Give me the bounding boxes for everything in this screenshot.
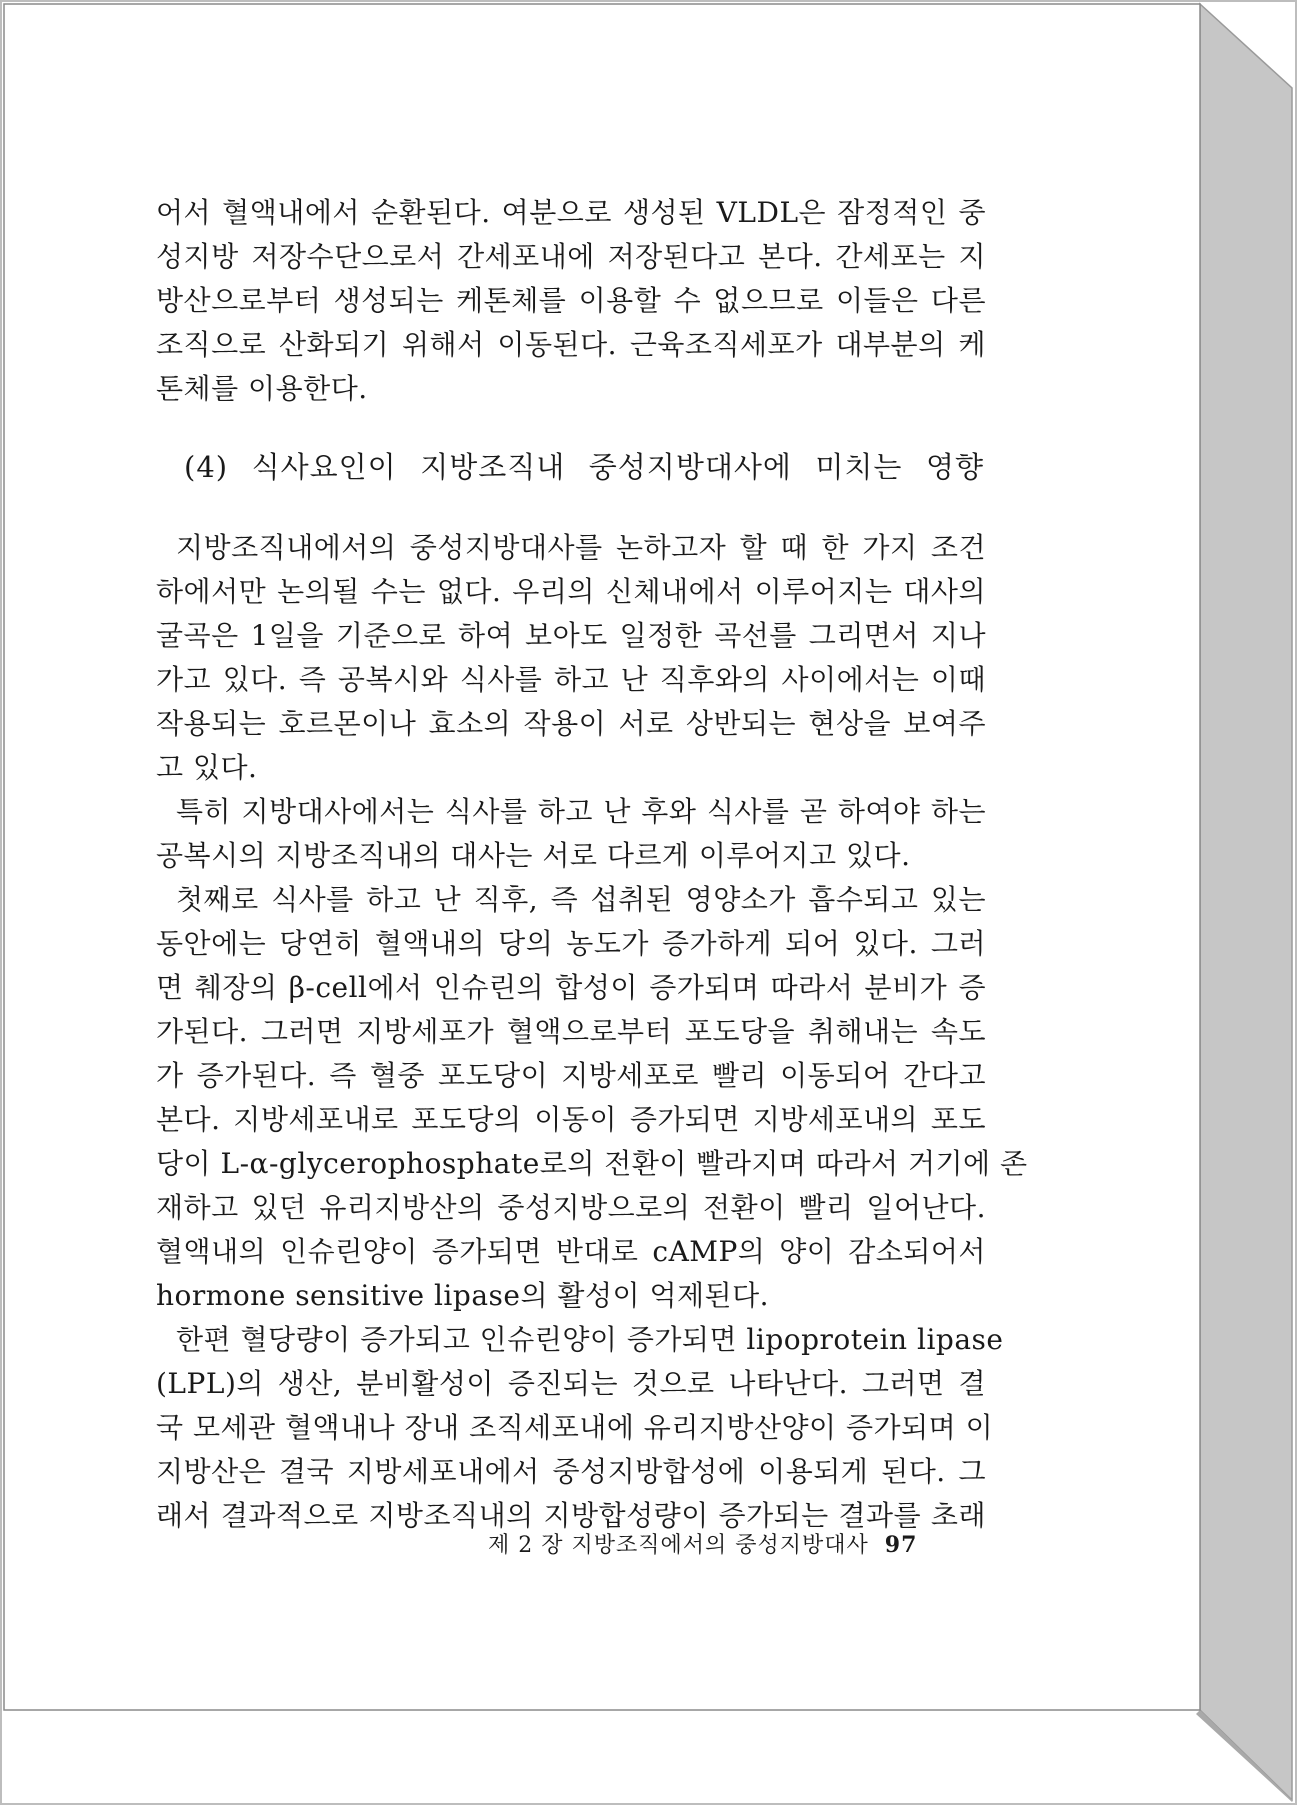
text-line: (LPL)의 생산, 분비활성이 증진되는 것으로 나타난다. 그러면 결	[156, 1367, 986, 1400]
text-line: 하에서만 논의될 수는 없다. 우리의 신체내에서 이루어지는 대사의	[156, 575, 986, 608]
text-line: 고 있다.	[156, 751, 258, 784]
text-line: 특히 지방대사에서는 식사를 하고 난 후와 식사를 곧 하여야 하는	[176, 795, 986, 828]
text-line: 어서 혈액내에서 순환된다. 여분으로 생성된 VLDL은 잠정적인 중	[156, 196, 986, 229]
text-line: 동안에는 당연히 혈액내의 당의 농도가 증가하게 되어 있다. 그러	[156, 927, 986, 960]
text-line: 가고 있다. 즉 공복시와 식사를 하고 난 직후와의 사이에서는 이때	[156, 663, 986, 696]
text-line: 재하고 있던 유리지방산의 중성지방으로의 전환이 빨리 일어난다.	[156, 1191, 986, 1224]
text-line: 방산으로부터 생성되는 케톤체를 이용할 수 없으므로 이들은 다른	[156, 284, 986, 317]
text-line: 지방조직내에서의 중성지방대사를 논하고자 할 때 한 가지 조건	[176, 531, 986, 564]
section-heading: (4) 식사요인이 지방조직내 중성지방대사에 미치는 영향	[184, 450, 984, 484]
text-line: 국 모세관 혈액내나 장내 조직세포내에 유리지방산양이 증가되며 이	[156, 1411, 994, 1444]
text-line: hormone sensitive lipase의 활성이 억제된다.	[156, 1279, 770, 1312]
page-footer	[488, 1530, 948, 1561]
text-line: 본다. 지방세포내로 포도당의 이동이 증가되면 지방세포내의 포도	[156, 1103, 986, 1136]
text-line: 가 증가된다. 즉 혈중 포도당이 지방세포로 빨리 이동되어 간다고	[156, 1059, 986, 1092]
text-line: 굴곡은 1일을 기준으로 하여 보아도 일정한 곡선를 그리면서 지나	[156, 619, 986, 652]
book-spine	[1200, 4, 1292, 1800]
text-line: 톤체를 이용한다.	[156, 372, 368, 405]
text-line: 공복시의 지방조직내의 대사는 서로 다르게 이루어지고 있다.	[156, 839, 911, 872]
page-number: 97	[884, 1532, 918, 1558]
text-line: 성지방 저장수단으로서 간세포내에 저장된다고 본다. 간세포는 지	[156, 240, 986, 273]
text-line: 작용되는 호르몬이나 효소의 작용이 서로 상반되는 현상을 보여주	[156, 707, 986, 740]
text-line: 조직으로 산화되기 위해서 이동된다. 근육조직세포가 대부분의 케	[156, 328, 986, 361]
text-line: 지방산은 결국 지방세포내에서 중성지방합성에 이용되게 된다. 그	[156, 1455, 986, 1488]
text-line: 당이 L-α-glycerophosphate로의 전환이 빨라지며 따라서 거기에 존	[156, 1147, 1028, 1180]
text-line: 가된다. 그러면 지방세포가 혈액으로부터 포도당을 취해내는 속도	[156, 1015, 986, 1048]
text-line: 면 췌장의 β-cell에서 인슈린의 합성이 증가되며 따라서 분비가 증	[156, 971, 986, 1004]
text-line: 래서 결과적으로 지방조직내의 지방합성량이 증가되는 결과를 초래	[156, 1499, 986, 1532]
text-line: 첫째로 식사를 하고 난 직후, 즉 섭취된 영양소가 흡수되고 있는	[176, 883, 986, 916]
text-line: 혈액내의 인슈린양이 증가되면 반대로 cAMP의 양이 감소되어서	[156, 1235, 986, 1268]
text-line: 한편 혈당량이 증가되고 인슈린양이 증가되면 lipoprotein lipase	[176, 1323, 1004, 1356]
running-footer-chapter: 제 2 장 지방조직에서의 중성지방대사	[488, 1533, 869, 1558]
